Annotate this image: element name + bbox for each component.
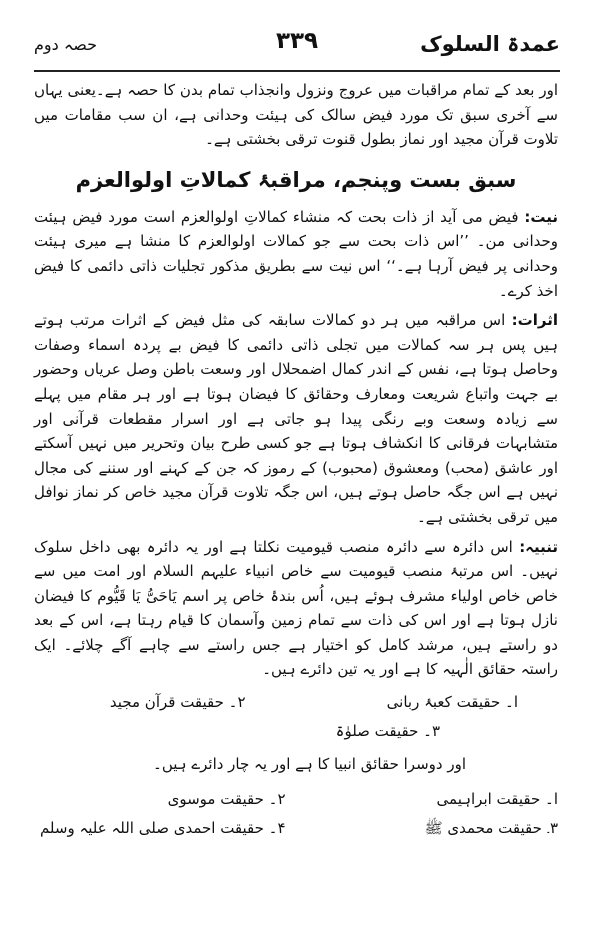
asraat-paragraph (34, 308, 558, 529)
part-label: حصہ دوم (34, 35, 97, 54)
list-row (34, 785, 558, 814)
list-row (34, 814, 558, 843)
page-number: ۳۳۹ (275, 28, 319, 54)
list-item: ا۔ حقیقت کعبۂ ربانی (386, 693, 518, 712)
intro-paragraph: اور بعد کے تمام مراقبات میں عروج ونزول وانجذاب تمام بدن کا حصہ ہے۔یعنی یہاں سے آخری سبق تک مورد فیض سالک کی ہیئت وحدانی ہے، ان سب مقامات میں تلاوت قرآن مجید اور نماز بطول قنوت ترقی بخشتی ہے۔ (34, 81, 558, 149)
list-item: ۲۔ حقیقت موسوی (167, 790, 286, 809)
prophetic-intro: اور دوسرا حقائق انبیا کا ہے اور یہ چار دائرے ہیں۔ (153, 755, 466, 774)
page-header (34, 28, 560, 72)
list-item: ۴۔ حقیقت احمدی صلی اللہ علیہ وسلم (39, 819, 286, 838)
tanbeeh-text: اس دائرہ سے دائرہ منصب قیومیت نکلتا ہے اور یہ دائرہ بھی داخل سلوک نہیں۔ اس مرتبۂ منصب قیومیت سے خاص انبیاء علیہم السلام اور امت میں سے خاص خاص اولیاء مشرف ہوئے ہیں، اُس بندۂ خاص پر اسم یَاحَیُّ یَا قَیُّوم کا فیضان نازل ہوتا ہے اور اس کی ذات سے تمام زمین وآسمان کا قیام رہتا ہے، اس کے بعد دو راستے ہیں، مرشد کامل کو اختیار ہے جس راستے سے چاہے آگے چلائے۔ ایک راستہ حقائق الٰہیہ کا ہے اور یہ تین دائرے ہیں۔ (34, 537, 558, 679)
asraat-label: اثرات: (511, 311, 558, 330)
tanbeeh-paragraph (34, 535, 558, 683)
niyyat-label: نیت: (524, 207, 558, 226)
niyyat-text: فیض می آید از ذات بحت کہ منشاء کمالاتِ اولوالعزم است مورد فیض ہیئت وحدانی من۔ ’’اس ذات بحت سے جو کمالات اولوالعزم کا منشا ہے میری ہیئت وحدانی پر فیض آرہا ہے۔‘‘ اس نیت سے بطریق مذکور تجلیات ذاتی دائمی کا فیض اخذ کرے۔ (34, 207, 558, 300)
list-item: ۳۔ حقیقت محمدی ﷺ (424, 819, 558, 838)
list-item: ۲۔ حقیقت قرآن مجید (109, 693, 246, 712)
tanbeeh-label: تنبیہ: (519, 537, 558, 556)
page-body (34, 78, 558, 847)
book-title: عمدۃ السلوک (420, 32, 560, 56)
section-heading: سبق بست وپنجم، مراقبۂ کمالاتِ اولوالعزم (75, 167, 517, 192)
asraat-text: اس مراقبہ میں ہر دو کمالات سابقہ کی مثل فیض کے اثرات مرتب ہوتے ہیں پس ہر سہ کمالات میں تجلی ذاتی دائمی کا فیض بے پردہ اسماء وصفات وحاصل ہوتا ہے، نفس کے اندر کمال اضمحلال اور وسعت باطن وصل عریاں وحضور بے جہت واتباع شریعت ومعارف وحقائق کا فیضان ہوتا ہے اور ہر مقام میں پہلے سے زیادہ وسعت وبے رنگی پیدا ہو جاتی ہے اور اسرار مقطعات قرآنی اور متشابہات فرقانی کا انکشاف ہوتا ہے جو کسی طرح بیان وتحریر میں نہیں آسکتے اور عاشق (محب) ومعشوق (محبوب) کے رموز کہ جن کے کہنے اور سننے کی مجال نہیں ہے اس جگہ حاصل ہوتے ہیں، اس جگہ تلاوت قرآن مجید خاص کر نماز نوافل میں ترقی بخشتی ہے۔ (34, 311, 558, 526)
divine-realities-list (34, 688, 558, 746)
prophetic-realities-list (34, 785, 558, 843)
niyyat-paragraph (34, 205, 558, 303)
list-item: ۳۔ حقیقت صلوٰۃ (335, 722, 440, 741)
list-row (34, 688, 558, 717)
list-item: ا۔ حقیقت ابراہیمی (436, 790, 558, 809)
